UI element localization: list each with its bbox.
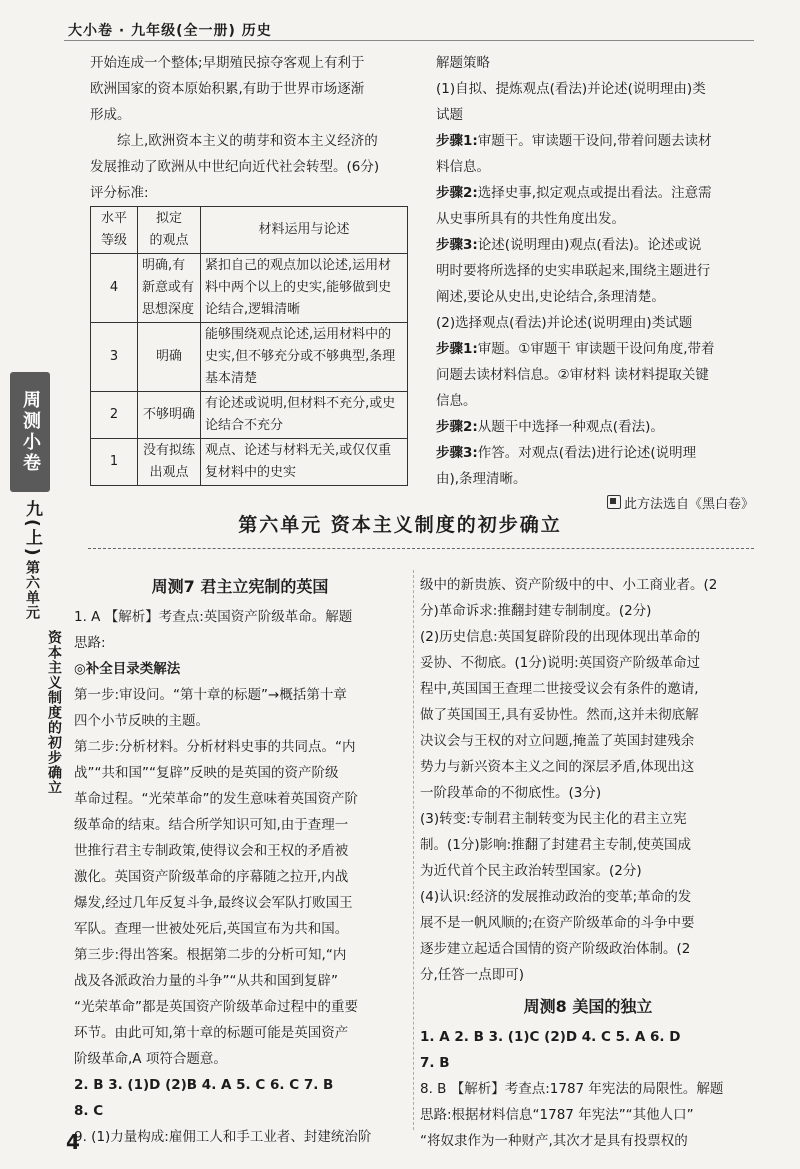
- answer-line: 1. A 2. B 3. (1)C (2)D 4. C 5. A 6. D: [420, 1029, 681, 1045]
- header-rule: [64, 40, 754, 41]
- text-line: 决议会与王权的对立问题,掩盖了英国封建残余: [420, 733, 695, 749]
- step-label: 步骤3:: [436, 445, 478, 461]
- table-cell: 1: [91, 439, 138, 486]
- text-line: 革命过程。“光荣革命”的发生意味着英国资产阶: [74, 791, 358, 807]
- side-unit: 第六单元: [24, 560, 40, 620]
- grading-table: [90, 206, 408, 486]
- source-text: 此方法选自《黑白卷》: [623, 497, 754, 512]
- text-line: 试题: [436, 107, 463, 123]
- column-divider: [413, 570, 414, 1130]
- step-line: [436, 232, 754, 258]
- page-header: 大小卷 · 九年级(全一册) 历史: [68, 23, 272, 39]
- text-line: (3)转变:专制君主制转变为民主化的君主立宪: [420, 811, 687, 827]
- section-title: 周测8 美国的独立: [523, 997, 653, 1016]
- text-line: 为近代首个民主政治转型国家。(2分): [420, 863, 642, 879]
- text-line: 制。(1分)影响:推翻了封建君主专制,使英国成: [420, 837, 691, 853]
- text-line: 第一步:审设问。“第十章的标题”→概括第十章: [74, 687, 347, 703]
- text-line: 阶级革命,A 项符合题意。: [74, 1051, 227, 1067]
- table-row: [91, 439, 408, 486]
- text-line: (4)认识:经济的发展推动政治的变革;革命的发: [420, 889, 692, 905]
- text-line: 战及各派政治力量的斗争”“从共和国到复辟”: [74, 973, 338, 989]
- table-cell: 紧扣自己的观点加以论述,运用材料中两个以上的史实,能够做到史论结合,逻辑清晰: [201, 254, 408, 323]
- section-title: 周测7 君主立宪制的英国: [151, 577, 329, 596]
- text-line: 程中,英国国王查理二世接受议会有条件的邀请,: [420, 681, 699, 697]
- step-line: [436, 180, 754, 206]
- page-number: 4: [66, 1130, 80, 1154]
- table-cell: 没有拟练出观点: [138, 439, 201, 486]
- text-line: (1)自拟、提炼观点(看法)并论述(说明理由)类: [436, 81, 706, 97]
- text-line: 一阶段革命的不彻底性。(3分): [420, 785, 602, 801]
- summary-line: 发展推动了欧洲从中世纪向近代社会转型。(6分): [90, 159, 380, 175]
- text-line: “将奴隶作为一种财产,其次才是具有投票权的: [420, 1133, 688, 1149]
- text-line: 妥协、不彻底。(1分)说明:英国资产阶级革命过: [420, 655, 701, 671]
- text-line: 分)革命诉求:推翻封建专制制度。(2分): [420, 603, 652, 619]
- right-top-column: [436, 50, 754, 518]
- side-tab: [10, 372, 50, 492]
- table-row: [91, 392, 408, 439]
- strategy-title: 解题策略: [436, 55, 490, 71]
- table-cell: 观点、论述与材料无关,或仅仅重复材料中的史实: [201, 439, 408, 486]
- table-header: 拟定 的观点: [138, 207, 201, 254]
- side-unit-title: 资本主义制度的初步确立: [46, 630, 62, 795]
- text-line: 四个小节反映的主题。: [74, 713, 209, 729]
- table-cell: 明确: [138, 323, 201, 392]
- text-line: 激化。英国资产阶级革命的序幕随之拉开,内战: [74, 869, 349, 885]
- text-line: 爆发,经过几年反复斗争,最终议会军队打败国王: [74, 895, 353, 911]
- text-line: 环节。由此可知,第十章的标题可能是英国资产: [74, 1025, 349, 1041]
- table-cell: 2: [91, 392, 138, 439]
- text-line: 第三步:得出答案。根据第二步的分析可知,“内: [74, 947, 347, 963]
- book-icon: [607, 495, 621, 509]
- text-line: 信息。: [436, 393, 477, 409]
- text-line: 形成。: [90, 107, 131, 123]
- text-line: 阐述,要论从史出,史论结合,条理清楚。: [436, 289, 665, 305]
- text-line: “光荣革命”都是英国资产阶级革命过程中的重要: [74, 999, 358, 1015]
- answer-line: 2. B 3. (1)D (2)B 4. A 5. C 6. C 7. B: [74, 1077, 334, 1093]
- step-label: 步骤2:: [436, 185, 478, 201]
- table-row: [91, 254, 408, 323]
- text-line: 分,任答一点即可): [420, 967, 525, 983]
- step-text: 选择史事,拟定观点或提出看法。注意需: [477, 185, 712, 201]
- text-line: 第二步:分析材料。分析材料史事的共同点。“内: [74, 739, 356, 755]
- summary-line: 综上,欧洲资本主义的萌芽和资本主义经济的: [117, 133, 378, 149]
- step-text: 从题干中选择一种观点(看法)。: [477, 419, 664, 435]
- step-text: 论述(说明理由)观点(看法)。论述或说: [477, 237, 702, 253]
- table-header-row: [91, 207, 408, 254]
- step-label: 步骤2:: [436, 419, 478, 435]
- text-line: 9. (1)力量构成:雇佣工人和手工业者、封建统治阶: [74, 1129, 372, 1145]
- step-text: 审题。①审题干 审读题干设问角度,带着: [477, 341, 715, 357]
- step-text: 作答。对观点(看法)进行论述(说明理: [477, 445, 697, 461]
- text-line: 展不是一帆风顺的;在资产阶级革命的斗争中要: [420, 915, 695, 931]
- step-line: [436, 336, 754, 362]
- answer-line: 8. C: [74, 1103, 104, 1119]
- text-line: 逐步建立起适合国情的资产阶级政治体制。(2: [420, 941, 691, 957]
- text-line: 战”“共和国”“复辟”反映的是英国的资产阶级: [74, 765, 339, 781]
- text-line: 做了英国国王,具有妥协性。然而,这并未彻底解: [420, 707, 699, 723]
- text-line: 由),条理清晰。: [436, 471, 527, 487]
- table-row: [91, 323, 408, 392]
- text-line: (2)选择观点(看法)并论述(说明理由)类试题: [436, 315, 693, 331]
- text-line: 1. A 【解析】考查点:英国资产阶级革命。解题: [74, 609, 353, 625]
- text-line: 开始连成一个整体;早期殖民掠夺客观上有利于: [90, 55, 365, 71]
- text-line: 料信息。: [436, 159, 490, 175]
- table-header: 水平 等级: [91, 207, 138, 254]
- text-line: 从史事所具有的共性角度出发。: [436, 211, 625, 227]
- criteria-label: 评分标准:: [90, 185, 149, 201]
- step-line: [436, 440, 754, 466]
- table-cell: 4: [91, 254, 138, 323]
- text-line: 思路:: [74, 635, 106, 651]
- step-label: 步骤1:: [436, 341, 478, 357]
- text-line: 级中的新贵族、资产阶级中的中、小工商业者。(2: [420, 577, 718, 593]
- table-cell: 不够明确: [138, 392, 201, 439]
- text-line: 欧洲国家的资本原始积累,有助于世界市场逐渐: [90, 81, 365, 97]
- table-cell: 有论述或说明,但材料不充分,或史论结合不充分: [201, 392, 408, 439]
- step-line: [436, 414, 754, 440]
- text-line: 军队。查理一世被处死后,英国宣布为共和国。: [74, 921, 349, 937]
- side-grade: 九(上): [22, 500, 42, 558]
- text-line: 势力与新兴资本主义之间的深层矛盾,体现出这: [420, 759, 695, 775]
- table-cell: 3: [91, 323, 138, 392]
- step-line: [436, 128, 754, 154]
- table-cell: 能够围绕观点论述,运用材料中的史实,但不够充分或不够典型,条理基本清楚: [201, 323, 408, 392]
- left-top-column: [90, 50, 410, 486]
- table-header: 材料运用与论述: [201, 207, 408, 254]
- left-bottom-column: [74, 572, 406, 1150]
- text-line: ◎补全目录类解法: [74, 661, 181, 677]
- text-line: 问题去读材料信息。②审材料 读材料提取关键: [436, 367, 709, 383]
- table-cell: 明确,有新意或有思想深度: [138, 254, 201, 323]
- text-line: (2)历史信息:英国复辟阶段的出现体现出革命的: [420, 629, 701, 645]
- text-line: 世推行君主专制政策,使得议会和王权的矛盾被: [74, 843, 349, 859]
- step-text: 审题干。审读题干设问,带着问题去读材: [477, 133, 712, 149]
- text-line: 8. B 【解析】考查点:1787 年宪法的局限性。解题: [420, 1081, 724, 1097]
- right-bottom-column: [420, 572, 756, 1154]
- unit-rule: [88, 548, 754, 549]
- answer-line: 7. B: [420, 1055, 450, 1071]
- text-line: 级革命的结束。结合所学知识可知,由于查理一: [74, 817, 349, 833]
- step-label: 步骤1:: [436, 133, 478, 149]
- step-label: 步骤3:: [436, 237, 478, 253]
- text-line: 明时要将所选择的史实串联起来,围绕主题进行: [436, 263, 711, 279]
- side-tab-label: 周测小卷: [20, 390, 41, 474]
- unit-title: 第六单元 资本主义制度的初步确立: [238, 514, 562, 536]
- text-line: 思路:根据材料信息“1787 年宪法”“其他人口”: [420, 1107, 694, 1123]
